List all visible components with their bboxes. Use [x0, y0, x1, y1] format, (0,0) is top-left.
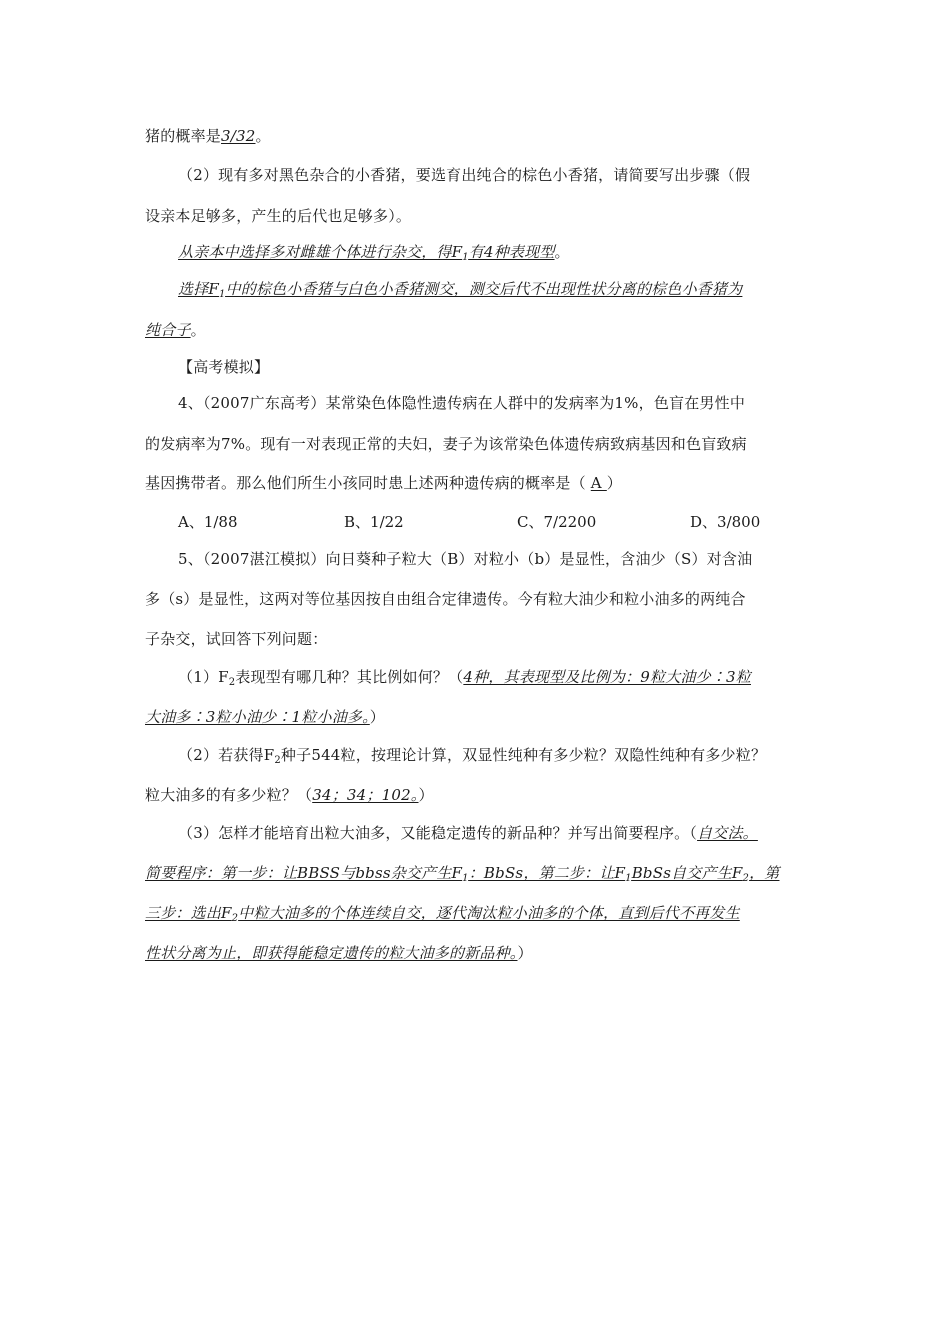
text: 。	[190, 321, 206, 339]
text: 简要程序：第一步：让BBSS与bbss杂交产生F	[145, 864, 463, 882]
choice-c: C、7/2200	[517, 513, 597, 531]
sub-question-3-line-4	[145, 943, 533, 963]
sub-question-3-line-3	[145, 903, 740, 923]
question-4-line-2	[145, 434, 747, 454]
answer-line-5	[178, 279, 742, 299]
answer: 自交法。	[697, 824, 758, 842]
text: ：BbSs，第二步：让F	[468, 864, 626, 882]
text: 中的棕色小香猪与白色小香猪测交，测交后代不出现性状分离的棕色小香猪为	[225, 280, 743, 298]
question-5-line-1	[178, 549, 752, 569]
text: 设亲本足够多，产生的后代也足够多）。	[145, 207, 412, 225]
answer	[145, 864, 779, 882]
text: 4、（2007广东高考）某常染色体隐性遗传病在人群中的发病率为1%，色盲在男性中	[178, 394, 746, 412]
text: 的发病率为7%。现有一对表现正常的夫妇，妻子为该常染色体遗传病致病基因和色盲致病	[145, 435, 747, 453]
text: 从亲本中选择多对雌雄个体进行杂交，得F	[178, 243, 463, 261]
subscript: 2	[274, 755, 281, 766]
text: 。	[554, 243, 570, 261]
text: ）	[517, 944, 533, 962]
subscript: 1	[625, 873, 632, 884]
answer: 3/32	[221, 127, 256, 145]
answer: 4种，其表现型及比例为：9粒大油少∶3粒	[463, 668, 751, 686]
sub-question-2-line-2	[145, 785, 434, 805]
text: 多（s）是显性，这两对等位基因按自由组合定律遗传。今有粒大油少和粒小油多的两纯合	[145, 590, 746, 608]
text-line-3	[145, 206, 411, 226]
text: 种子544粒，按理论计算，双显性纯种有多少粒？双隐性纯种有多少粒？	[280, 746, 767, 764]
text: 子杂交，试回答下列问题：	[145, 630, 328, 648]
question-5-line-2	[145, 589, 746, 609]
subscript: 1	[219, 289, 226, 300]
answer	[178, 280, 742, 298]
text-line-2	[178, 165, 750, 185]
subscript: 1	[462, 252, 469, 263]
text: （1）F	[178, 668, 229, 686]
answer-line-4	[178, 242, 570, 262]
text: 猪的概率是	[145, 127, 222, 145]
subscript: 2	[742, 873, 750, 884]
question-5-line-3	[145, 629, 327, 649]
answer: 性状分离为止，即获得能稳定遗传的粒大油多的新品种。	[145, 944, 518, 962]
answer-line-6	[145, 320, 206, 340]
answer: 34；34；102。	[312, 786, 419, 804]
answer: 纯合子	[145, 321, 191, 339]
section-heading	[178, 357, 269, 377]
choice-d: D、3/800	[690, 513, 761, 531]
section-title: 【高考模拟】	[178, 358, 270, 376]
text: 中粒大油多的个体连续自交，逐代淘汰粒小油多的个体，直到后代不再发生	[238, 904, 740, 922]
answer	[145, 904, 740, 922]
subscript: 2	[228, 677, 236, 688]
sub-question-1-line-1	[178, 667, 751, 687]
answer: A	[590, 474, 607, 492]
answer: 大油多∶3粒小油少∶1粒小油多。	[145, 708, 370, 726]
choice-b: B、1/22	[344, 513, 404, 531]
text: （2）若获得F	[178, 746, 275, 764]
sub-question-3-line-1	[178, 823, 758, 843]
text: 。	[255, 127, 271, 145]
text-line-1	[145, 126, 271, 146]
text: 5、（2007湛江模拟）向日葵种子粒大（B）对粒小（b）是显性，含油少（S）对含油	[178, 550, 753, 568]
text: 有4种表现型	[468, 243, 555, 261]
sub-question-1-line-2	[145, 707, 385, 727]
sub-question-3-line-2	[145, 863, 779, 883]
answer	[178, 243, 555, 261]
text: BbSs自交产生F	[631, 864, 743, 882]
text: ）	[418, 786, 434, 804]
text: 表现型有哪几种？其比例如何？（	[235, 668, 464, 686]
subscript: 2	[231, 913, 239, 924]
text: ，第	[749, 864, 780, 882]
text: （3）怎样才能培育出粒大油多，又能稳定遗传的新品种？并写出简要程序。（	[178, 824, 698, 842]
sub-question-2-line-1	[178, 745, 766, 765]
question-4-line-1	[178, 393, 745, 413]
text: ）	[606, 474, 622, 492]
choice-a: A、1/88	[178, 513, 238, 531]
text: （2）现有多对黑色杂合的小香猪，要选育出纯合的棕色小香猪，请简要写出步骤（假	[178, 166, 751, 184]
text: 基因携带者。那么他们所生小孩同时患上述两种遗传病的概率是（	[145, 474, 591, 492]
text: 选择F	[178, 280, 220, 298]
text: 三步：选出F	[145, 904, 232, 922]
question-4-line-3	[145, 473, 622, 493]
subscript: 1	[462, 873, 469, 884]
text: 粒大油多的有多少粒？（	[145, 786, 313, 804]
text: ）	[369, 708, 385, 726]
